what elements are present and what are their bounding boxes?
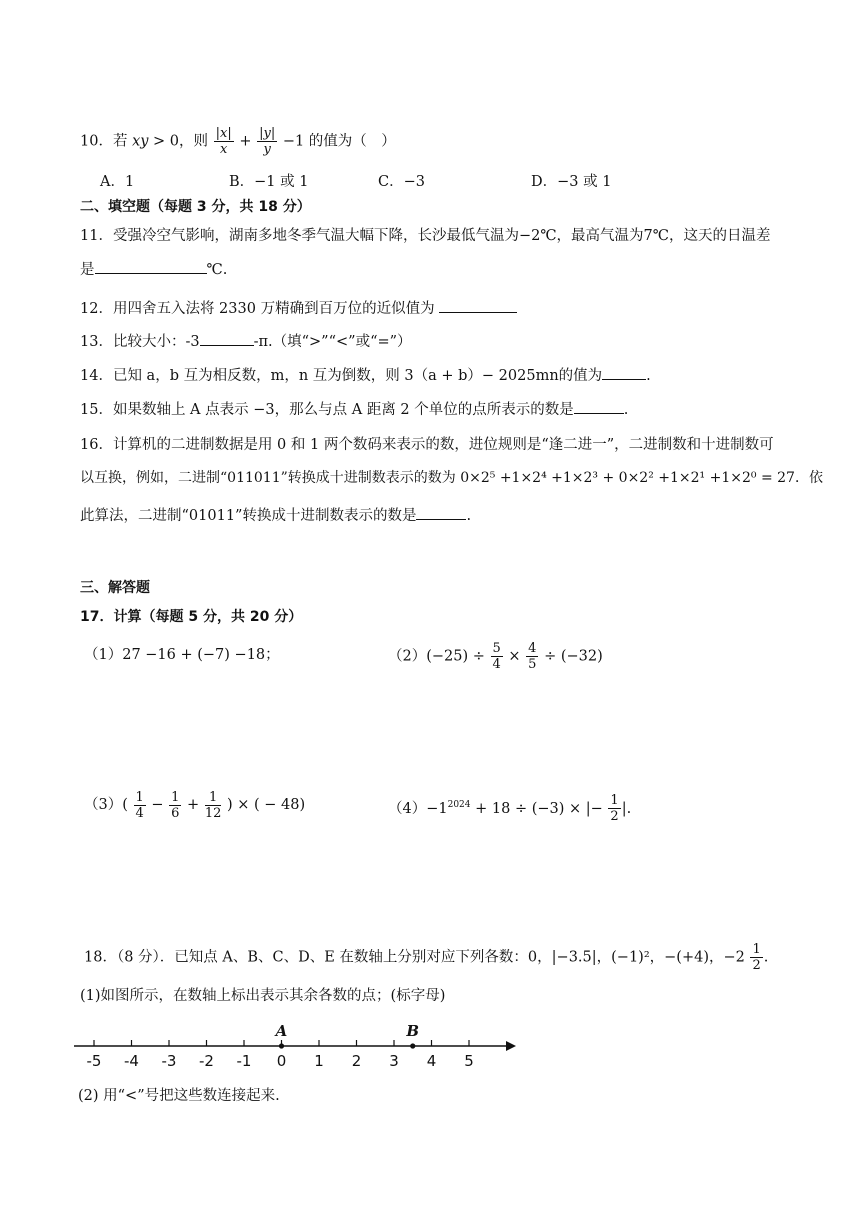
q10-frac1 [214, 126, 234, 157]
section2-title: 二、填空题（每题 3 分，共 18 分） [80, 199, 311, 215]
q18-frac [750, 942, 762, 973]
number-line-tick-label: 3 [389, 1052, 399, 1070]
q17-part3-frac3-den: 12 [204, 805, 222, 821]
q15-line [80, 399, 628, 420]
q10-frac2 [257, 126, 277, 157]
q10-plus: + [239, 133, 252, 150]
q17-part4 [388, 788, 631, 826]
q17-part3-frac1 [134, 790, 146, 821]
q10-stem-d: −1 的值为（ ） [282, 133, 396, 150]
number-line-tick-label: -2 [199, 1052, 214, 1070]
q17-part2-b: × [508, 648, 521, 665]
number-line-tick-label: -1 [236, 1052, 252, 1070]
q11-answer-blank[interactable] [95, 259, 207, 274]
q14-answer-blank[interactable] [602, 365, 646, 380]
q16-line1: 16．计算机的二进制数据是用 0 和 1 两个数码来表示的数，进位规则是“逢二进一”，二进制数和十进制数可 [80, 437, 774, 453]
section3-title: 三、解答题 [80, 580, 150, 596]
number-line-point-b-dot [410, 1043, 415, 1048]
q17-part4-frac [608, 793, 620, 824]
q15-text-b: . [623, 402, 629, 418]
q17-part3-a: （3）( [84, 797, 128, 813]
q13-answer-blank[interactable] [200, 331, 254, 346]
q18-part2: (2) 用“<”号把这些数连接起来. [78, 1088, 280, 1104]
q17-title: 17．计算（每题 5 分，共 20 分） [80, 609, 303, 625]
q13-line [80, 331, 412, 352]
q12-line [80, 298, 517, 319]
q12-text: 12．用四舍五入法将 2330 万精确到百万位的近似值为 [80, 301, 435, 317]
q17-part2-frac2-den: 5 [528, 657, 537, 672]
q18-part1: (1)如图所示，在数轴上标出表示其余各数的点；(标字母) [80, 988, 446, 1004]
number-line-point-a-dot [279, 1043, 284, 1048]
q10-frac2-num: |y| [259, 126, 276, 141]
q16-line3-b: . [466, 508, 472, 524]
q10-stem [80, 126, 396, 157]
q17-part1: （1）27 −16 + (−7) −18； [84, 647, 280, 663]
q17-part2-frac1-den: 4 [492, 657, 501, 672]
q17-part4-c: |. [621, 800, 632, 817]
q11-line2-b: ℃. [206, 262, 228, 278]
q17-part3-m1: − [151, 797, 164, 813]
q16-answer-blank[interactable] [416, 505, 466, 520]
q17-part2 [388, 641, 603, 672]
q17-part4-frac-num: 1 [610, 793, 619, 809]
q17-part3 [84, 788, 305, 822]
number-line-arrow-icon [506, 1041, 516, 1051]
q10-option-b: B．−1 或 1 [229, 174, 309, 190]
q17-part2-frac1-num: 5 [492, 641, 501, 656]
q17-part4-exp: 2024 [447, 800, 471, 810]
q17-part2-frac2-num: 4 [528, 641, 537, 656]
q17-part3-frac1-den: 4 [135, 805, 144, 821]
q10-stem-b: xy [132, 133, 149, 150]
q14-text-b: . [646, 368, 651, 384]
q10-frac1-num: |x| [215, 126, 232, 141]
q18-frac-den: 2 [752, 958, 761, 973]
q17-part3-frac2-num: 1 [171, 789, 180, 805]
q14-line [80, 365, 651, 386]
q15-answer-blank[interactable] [574, 399, 624, 414]
q10-frac1-den: x [220, 142, 228, 157]
q13-text-a: 13．比较大小：-3 [80, 334, 200, 350]
number-line [74, 1014, 524, 1074]
q18-line1-b: . [763, 949, 769, 966]
q17-part2-frac1 [491, 641, 503, 672]
q11-line1: 11．受强冷空气影响，湖南多地冬季气温大幅下降，长沙最低气温为−2℃，最高气温为7℃，这天的日温差 [80, 228, 771, 244]
number-line-tick-label: 0 [276, 1052, 287, 1070]
q12-answer-blank[interactable] [439, 298, 517, 313]
q14-text-a: 14．已知 a，b 互为相反数，m，n 互为倒数，则 3（a + b）− 2025mn的值为 [80, 368, 603, 384]
q11-line2-a: 是 [80, 262, 95, 278]
q10-option-a: A．1 [100, 174, 135, 190]
q17-part2-frac2 [526, 641, 538, 672]
number-line-tick-label: 4 [426, 1052, 437, 1070]
q11-line2 [80, 259, 227, 280]
number-line-tick-label: 2 [351, 1052, 362, 1070]
q10-stem-a: 10．若 [80, 133, 128, 150]
q10-option-c: C．−3 [378, 174, 425, 190]
q10-frac2-den: y [263, 142, 271, 157]
q16-line2: 以互换，例如，二进制“011011”转换成十进制数表示的数为 0×2⁵ +1×2⁴ +1×2³ + 0×2² +1×2¹ +1×2⁰ = 27．依 [80, 470, 823, 486]
q17-part3-m2: + [187, 797, 200, 813]
q17-part2-a: （2）(−25) ÷ [388, 648, 485, 665]
q16-line3 [80, 505, 471, 526]
q17-part4-b: + 18 ÷ (−3) × |− [475, 800, 603, 817]
number-line-tick-label: -3 [161, 1052, 177, 1070]
q16-line3-a: 此算法，二进制“01011”转换成十进制数表示的数是 [80, 508, 417, 524]
number-line-tick-label: 1 [314, 1052, 324, 1070]
number-line-point-b-label: B [406, 1022, 420, 1040]
q17-part3-frac3-num: 1 [205, 790, 222, 806]
number-line-point-a-label: A [275, 1022, 288, 1040]
q17-part4-frac-den: 2 [610, 809, 619, 825]
q17-part2-c: ÷ (−32) [544, 648, 603, 665]
q17-part4-a: （4）−1 [388, 800, 448, 817]
q10-stem-c: > 0，则 [153, 133, 209, 150]
number-line-tick-label: -4 [124, 1052, 139, 1070]
q17-part3-frac3 [205, 790, 222, 821]
q17-part3-frac2-den: 6 [171, 805, 180, 821]
q10-option-d: D．−3 或 1 [531, 174, 612, 190]
q18-frac-num: 1 [752, 942, 761, 957]
q17-part3-frac2 [169, 790, 181, 821]
q17-part3-frac1-num: 1 [135, 789, 144, 805]
q15-text-a: 15．如果数轴上 A 点表示 −3，那么与点 A 距离 2 个单位的点所表示的数是 [80, 402, 574, 418]
number-line-tick-label: 5 [464, 1052, 474, 1070]
number-line-tick-label: -5 [86, 1052, 102, 1070]
q18-line1-a: 18．（8 分）．已知点 A、B、C、D、E 在数轴上分别对应下列各数：0，|−3.5|，(−1)²，−(+4)，−2 [84, 949, 745, 966]
q17-part3-b: ) × ( − 48) [226, 797, 306, 813]
q18-line1 [84, 942, 768, 973]
q13-text-b: -π.（填“>”“<”或“=”） [253, 334, 412, 350]
